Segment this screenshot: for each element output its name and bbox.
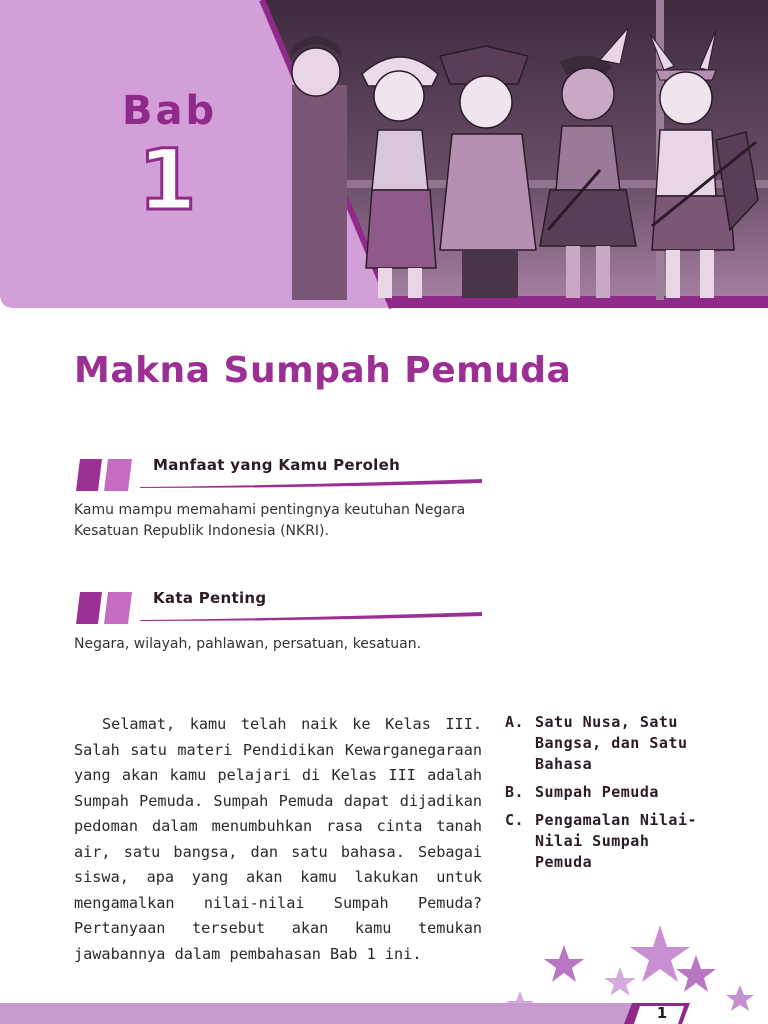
outline-item-text: Pengamalan Nilai-Nilai Sumpah Pemuda [535, 811, 698, 871]
chapter-outline [505, 712, 705, 880]
section-underline [140, 611, 482, 621]
chapter-header-panel [0, 0, 768, 310]
chapter-label: Bab [122, 88, 218, 134]
outline-item-letter: A. [505, 713, 525, 731]
section-marker-icon [74, 592, 138, 624]
chapter-number: 1 [138, 131, 197, 229]
outline-item-text: Sumpah Pemuda [535, 783, 659, 801]
outline-item [505, 810, 705, 873]
section-body-keywords: Negara, wilayah, pahlawan, persatuan, kesatuan. [74, 636, 422, 652]
section-marker-icon [74, 459, 138, 491]
section-underline [140, 478, 482, 488]
outline-item-text: Satu Nusa, Satu Bangsa, dan Satu Bahasa [535, 713, 688, 773]
child-figure-1-icon [290, 36, 347, 300]
outline-item-letter: B. [505, 783, 525, 801]
footer-bar [0, 1003, 640, 1024]
intro-paragraph: Selamat, kamu telah naik ke Kelas III. Salah satu materi Pendidikan Kewarganegaraan yang akan kamu pelajari di Kelas III adalah Sumpah Pemuda. Sumpah Pemuda dapat dijadikan pedoman dalam menumbuhkan rasa cinta tanah air, satu bangsa, dan satu bahasa. Sebagai siswa, apa yang akan kamu lakukan untuk mengamalkan nilai-nilai Sumpah Pemuda? Pertanyaan tersebut akan kamu temukan jawabannya dalam pembahasan Bab 1 ini. [74, 715, 482, 963]
section-heading-benefits: Manfaat yang Kamu Peroleh [153, 456, 401, 474]
section-heading-keywords: Kata Penting [153, 589, 267, 607]
page-title: Makna Sumpah Pemuda [74, 350, 572, 391]
outline-item [505, 712, 705, 775]
page-number: 1 [656, 1004, 668, 1022]
outline-item [505, 782, 705, 803]
outline-item-letter: C. [505, 811, 525, 829]
section-body-benefits: Kamu mampu memahami pentingnya keutuhan Negara Kesatuan Republik Indonesia (NKRI). [74, 502, 466, 539]
